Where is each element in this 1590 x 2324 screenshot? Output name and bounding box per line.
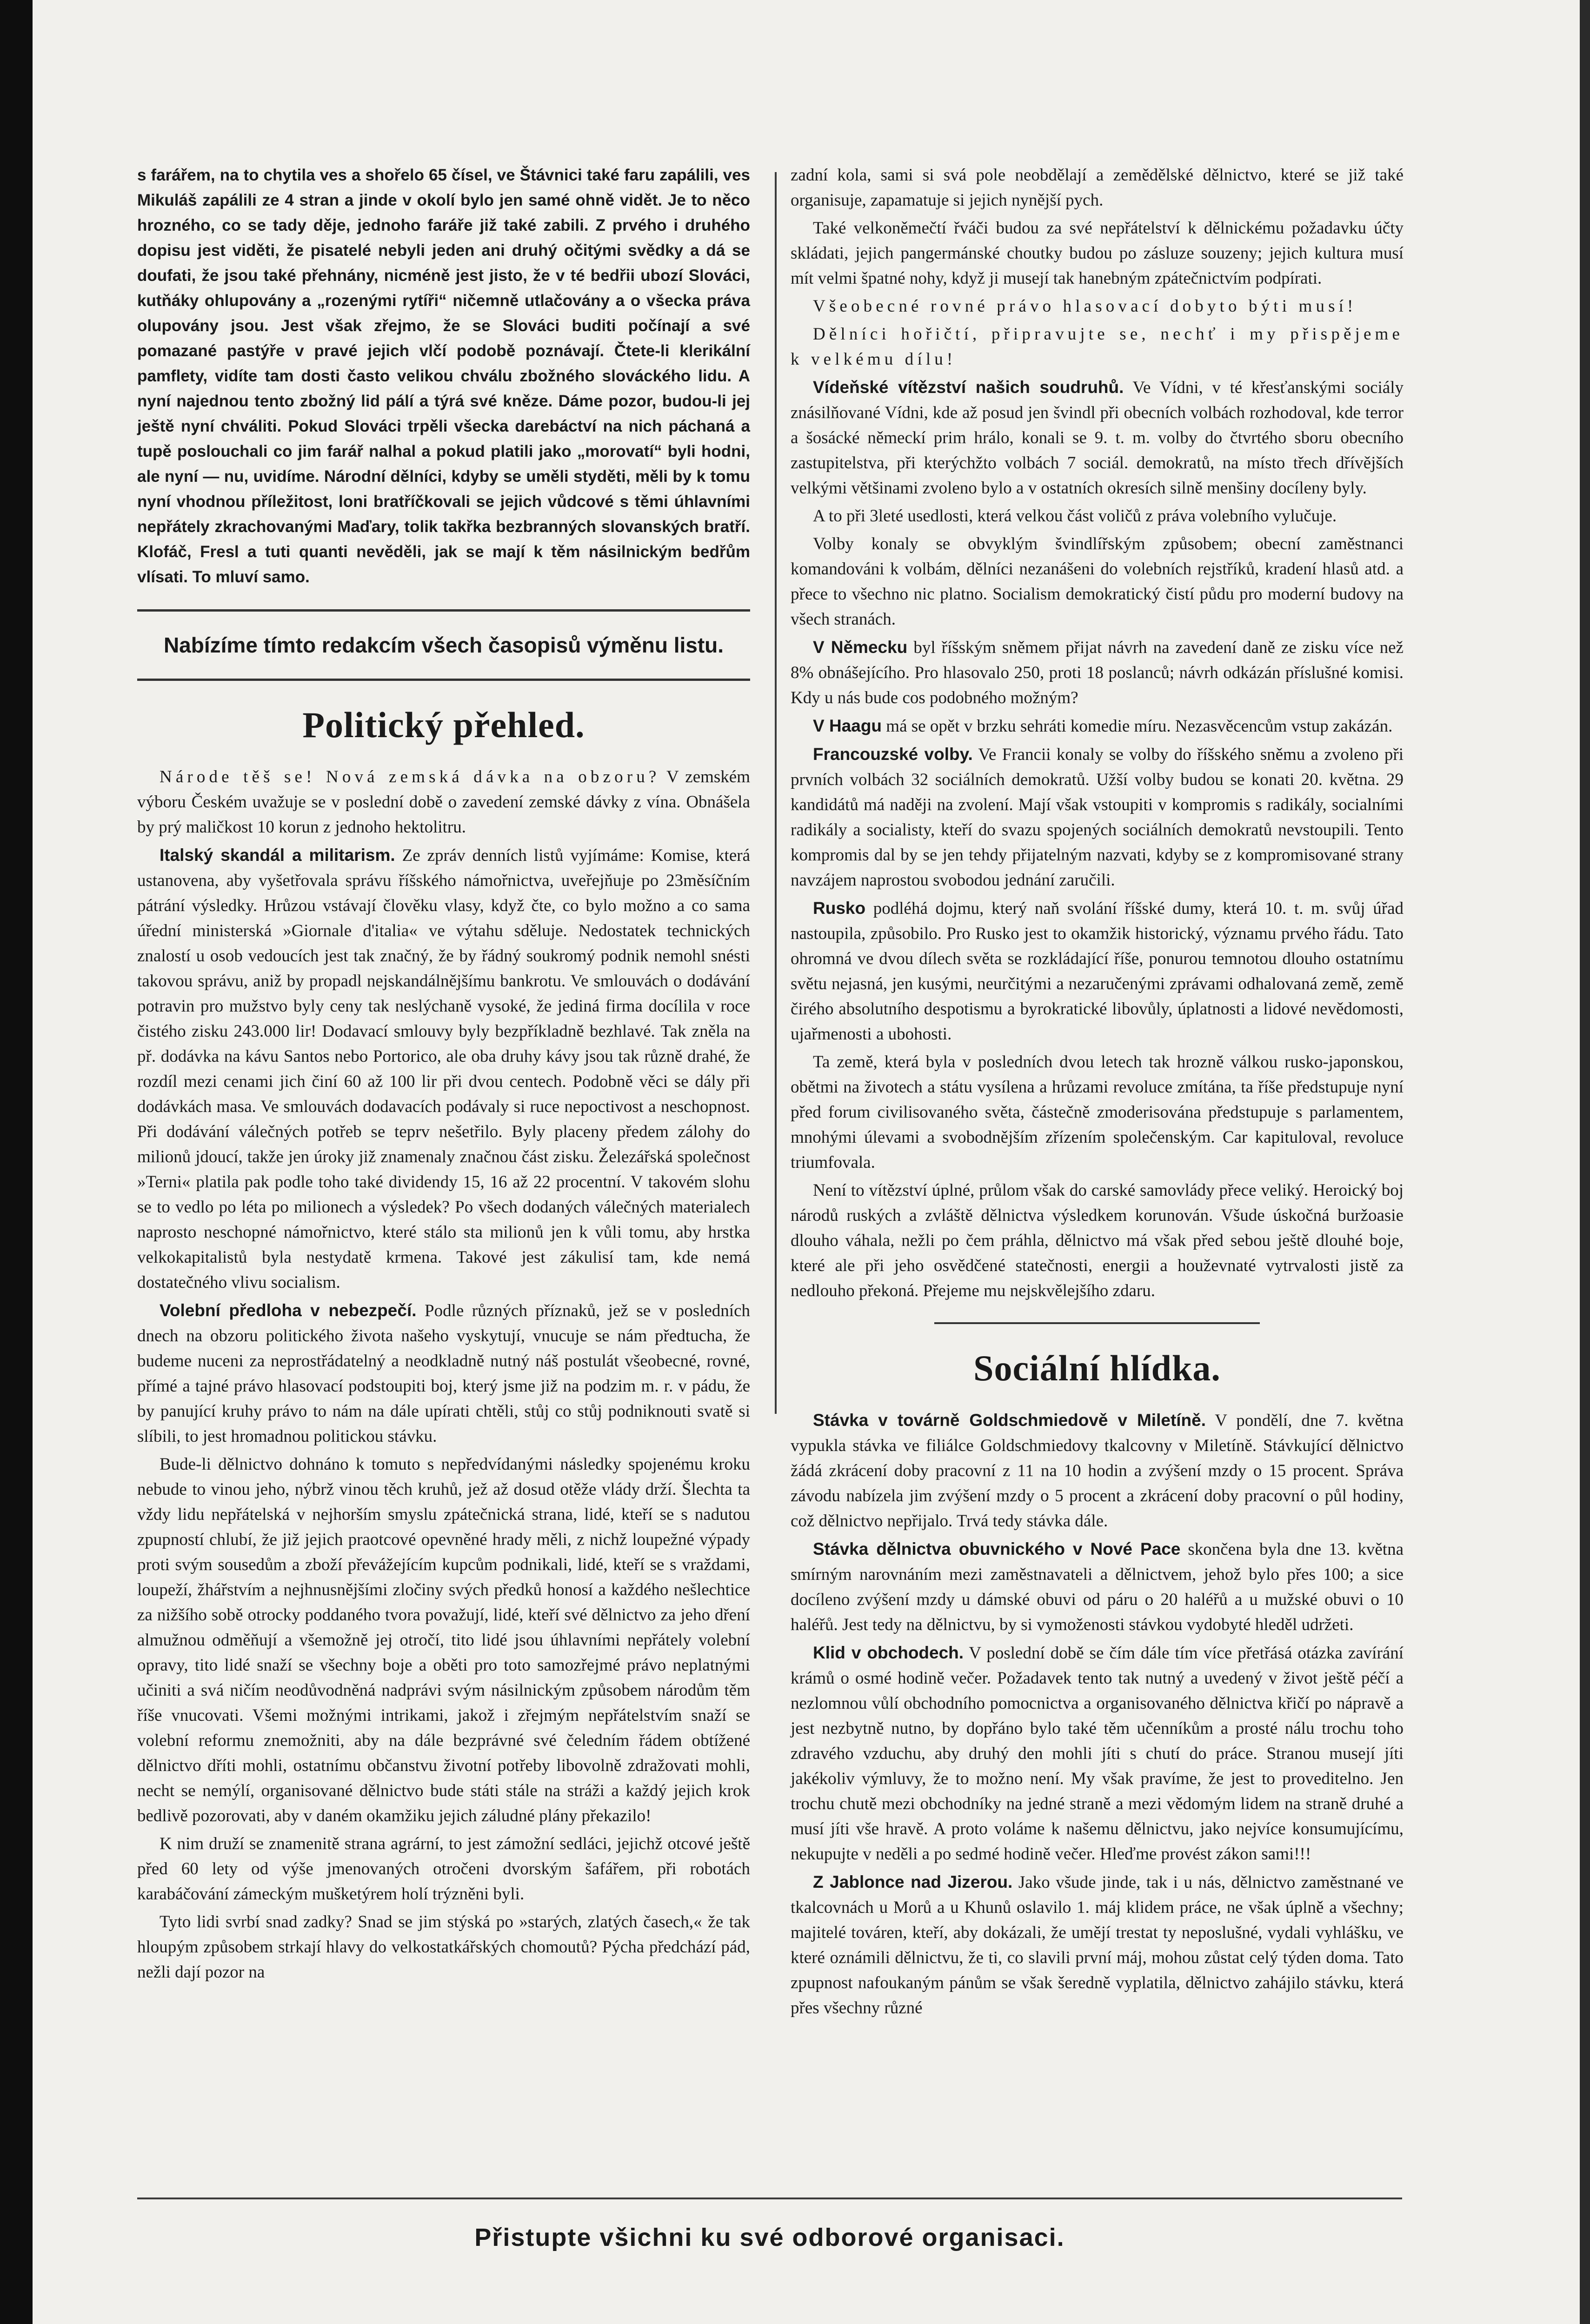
headline: Vídeňské vítězství našich soudruhů. (813, 378, 1124, 397)
paragraph: Není to vítězství úplné, průlom však do carské samovlády přece veliký. Heroický boj národů ruských a zvláště dělnictva výsledkem korunován. Všude úskočná buržoasie dlouho váhala, nežli po čem práhla, dělnictvo má však před sebou ještě dlouhé boje, které ale při jeho osvědčené statečnosti, energii a houževnaté vytrvalosti jistě za nedlouho překoná. Přejeme mu nejskvělejšího zdaru. (791, 1181, 1404, 1300)
divider (137, 609, 750, 612)
paragraph: K nim druží se znamenitě strana agrární, to jest zámožní sedláci, jejichž otcové ještě před 60 lety od výše jmenovaných otročeni dvorským šafářem, při robotách karabáčování zámeckým mušketýrem holí trýzněni byli. (137, 1834, 750, 1904)
paragraph: Rusko podléhá dojmu, který naň svolání říšské dumy, která 10. t. m. svůj úřad nastoupila, způsobilo. Pro Rusko jest to okamžik historický, významu prvého řádu. Tato ohromná ve dvou dílech světa se rozkládající říše, ponurou temnotou dlouho ostatnímu světu nejasná, jen kusými, neurčitými a nezaručenými zprávami odhalovaná země, země čirého absolutního despotismu a byrokratické libovůly, úplatnosti a lidové nevědomosti, ujařmenosti a ubohosti. (791, 899, 1404, 1044)
headline: Rusko (813, 899, 866, 918)
headline: Klid v obchodech. (813, 1643, 964, 1662)
headline: Stávka v továrně Goldschmiedově v Miletíně. (813, 1411, 1206, 1430)
headline: Italský skandál a militarism. (160, 846, 395, 865)
headline: V Haagu (813, 716, 882, 735)
lead-text: Národe těš se! Nová zemská dávka na obzoru? (160, 767, 660, 786)
paragraph: V Německu byl říšským sněmem přijat návrh na zavedení daně ze zisku více než 8% obnášejícího. Pro hlasovalo 250, proti 18 poslanců; návrh odkázán příslušné komisi. Kdy u nás bude cos podobného možným? (791, 638, 1404, 707)
divider (934, 1322, 1260, 1324)
paragraph: Vídeňské vítězství našich soudruhů. Ve Vídni, v té křesťanskými sociály znásilňované Vídni, kde až posud jen švindl při obecních volbách rozhodoval, kde terror a šosácké německí prim hrálo, konali se 9. t. m. volby do čtvrtého sboru obecního zastupitelstva, při kterýchžto volbách 7 sociál. demokratů, na místo třech dřívějších velkými většinami zvoleno bylo a v ostatních okresích silně menšiny docíleny byly. (791, 378, 1404, 498)
paragraph: Italský skandál a militarism. Ze zpráv denních listů vyjímáme: Komise, která ustanovena, aby vyšetřovala správu říšského námořnictva, uveřejňuje po 23měsíčním pátrání výsledky. Hrůzou vstávají člověku vlasy, když čte, co bylo možno a co sama úřední ministerská »Giornale d'italia« ve výtahu sděluje. Nedostatek technických znalostí u osob vedoucích jest tak značný, že by řádný soukromý podnik nemohl snésti takovou správu, aniž by propadl nejskandálnějšímu bankrotu. Ve smlouvách o dodávání potravin pro mužstvo byly ceny tak neslýchaně vysoké, že jediná firma docílila v roce čistého zisku 243.000 lir! Dodavací smlouvy byly bezpříkladně bezhlavé. Tak zněla na př. dodávka na kávu Santos nebo Portorico, ale oba druhy kávy jsou tak různě drahé, že rozdíl mezi cenami jich činí 60 až 100 lir při dvou centech. Podobně věci se dály při dodávkách masa. Ve smlouvách dodavacích podávaly si ruce nepoctivost a neschopnost. Při dodávání válečných potřeb se teprv nešetřilo. Byly placeny předem zálohy do milionů jdoucí, takže jen úroky již znamenaly značnou část zisku. Železářská společnost »Terni« platila pak podle toho také dividendy 15, 16 až 22 procentní. V takovém slohu se to vedlo po léta po milionech a výsledek? Po všech dodaných válečných materialech naprosto neschopné námořnictvo, které stálo sta milionů jen k vůli tomu, aby hrstka velkokapitalistů byla nestydatě krmena. Takové jest zákulisí tam, kde nemá dostatečného vlivu socialism. (137, 846, 750, 1292)
footer-slogan: Přistupte všichni ku své odborové organisaci. (474, 2224, 1065, 2251)
section-title: Sociální hlídka. (973, 1348, 1221, 1388)
headline: V Německu (813, 638, 908, 657)
headline: Z Jablonce nad Jizerou. (813, 1872, 1013, 1891)
paragraph: Klid v obchodech. V poslední době se čím dále tím více přetřásá otázka zavírání krámů o osmé hodině večer. Požadavek tento tak nutný a uvedený v život ještě péčí a nezlomnou vůlí obchodního pomocnictva a organisovaného dělnictva křičí po nápravě a jest nezbytně nutno, by dopřáno bylo také těm učenníkům a prosté nálu trochu toho zdravého vzduchu, aby druhý den mohli jíti s chutí do práce. Stranou musejí jíti jakékoliv výmluvy, že to možno není. My však pravíme, že jest to proveditelno. Jen trochu chutě mezi obchodníky na jedné straně a mezi vědomým lidem na straně druhé a musí jíti vše hravě. A proto voláme k našemu dělnictvu, jako nejvíce konsumujícímu, nekupujte v neděli a po sedmé hodině večer. Hleďme provést zákon sami!!! (791, 1643, 1404, 1864)
paragraph: zadní kola, sami si svá pole neobdělají a zemědělské dělnictvo, které se již také organisuje, zapamatuje si jejich nynější pych. (791, 166, 1404, 210)
paragraph: A to při 3leté usedlosti, která velkou část voličů z práva volebního vylučuje. (813, 506, 1337, 526)
paragraph: Ta země, která byla v posledních dvou letech tak hrozně válkou rusko-japonskou, obětmi na životech a státu vysílena a hrůzami revoluce zmítána, ta říše předstupuje nyní před forum civilisovaného světa, částečně zmoderisována předstupuje s parlamentem, mnohými úlevami a svobodnějším zřízením společenským. Car kapituloval, revoluce triumfovala. (791, 1052, 1404, 1172)
headline: Stávka dělnictva obuvnického v Nové Pace (813, 1539, 1181, 1558)
paragraph: Volby konaly se obvyklým švindlířským způsobem; obecní zaměstnanci komandováni k volbám, dělníci nezanášeni do volebních rejstříků, kradení hlasů atd. a přece to všechno nic platno. Socialism demokratický čistí půdu pro moderní budovy na všech stranách. (791, 534, 1404, 629)
headline: Francouzské volby. (813, 745, 973, 764)
exchange-notice: Nabízíme tímto redakcím všech časopisů výměnu listu. (163, 633, 724, 657)
scan-edge-left (0, 0, 33, 2324)
paragraph: Tyto lidi svrbí snad zadky? Snad se jim stýská po »starých, zlatých časech,« že tak hloupým způsobem strkají hlavy do velkostatkářských chomoutů? Pýcha předchází pád, nežli dají pozor na (137, 1912, 750, 1982)
paragraph: Francouzské volby. Ve Francii konaly se volby do říšského sněmu a zvoleno při prvních volbách 32 sociálních demokratů. Užší volby budou se konati 20. května. 29 kandidátů má naději na zvolení. Mají však vstoupiti v kompromis s radikály, socialními radikály a socialisty, kteří do svazu spojených sociálních demokratů nevstoupili. Tento kompromis dal by se jen tehdy přijatelným nazvati, kdyby se z kompromisované strany navzájem naprostou svobodou jednání zaručili. (791, 745, 1404, 890)
section-title: Politický přehled. (302, 705, 585, 745)
right-column (791, 163, 1404, 2024)
headline: Volební předloha v nebezpečí. (160, 1301, 417, 1320)
paragraph: Národe těš se! Nová zemská dávka na obzoru? V zemském výboru Českém uvažuje se v poslední době o zavedení zemské dávky z vína. Obnášela by prý maličkost 10 korun z jednoho hektolitru. (137, 767, 751, 837)
paragraph: Stávka v továrně Goldschmiedově v Miletíně. V pondělí, dne 7. května vypukla stávka ve filiálce Goldschmiedovy tkalcovny v Miletíně. Stávkující dělnictvo žádá zkrácení doby pracovní z 11 na 10 hodin a zvýšení mzdy o 15 procent. Správa závodu nabízela jim zvýšení mzdy o 5 procent a zkrácení doby pracovní o půl hodiny, což dělnictvo nepřijalo. Trvá tedy stávka dále. (791, 1411, 1404, 1531)
left-column (137, 163, 750, 1988)
paragraph: Bude-li dělnictvo dohnáno k tomuto s nepředvídanými následky spojenému kroku nebude to vinou jeho, nýbrž vinou těch kruhů, jež až dosud otěže vlády drží. Šlechta ta vždy lidu nepřátelská v nejhorším smyslu zpátečnická strana, lidé, kteří se s nadutou zpupností chlubí, že již jejich praotcové opevněné hrady měli, z nichž loupežné výpady proti svým sousedům a zboží převážejícím kupcům podnikali, lidé, kteří se s vraždami, loupeží, žhářstvím a nejhnusnějšími zločiny svých předků honosí a každého nešlechtice za nižšího sobě otrocky poddaného tvora považují, lidé, kteří své dělnictvo za jeho dření almužnou odměňují a všemožně jej otročí, tito lidé jsou úhlavními nepřátely volební opravy, tito lidé snaží se všechny boje a oběti pro toto samozřejmé právo neplatnými učiniti a svá ničím neodůvodněná nadprávi svým násilnickým způsobem národům těm říše vnucovati. Všemi možnými intrikami, jakož i zřejmým nepřátelstvím snaží se volební reformu znemožniti, aby na dále bezprávné své čeledním řádem obtížené dělnictvo dříti mohli, ostatnímu občanstvu životní potřeby libovolně zdražovati mohli, necht se nemýlí, organisované dělnictvo bude státi stále na stráži a každý jejich krok bedlivě pozorovati, aby v daném okamžiku jejich záludné plány překazilo! (137, 1455, 750, 1825)
column-divider (775, 172, 777, 1414)
paragraph: V Haagu má se opět v brzku sehráti komedie míru. Nezasvěcencům vstup zakázán. (813, 716, 1393, 736)
divider (137, 679, 750, 681)
paragraph: Dělníci hořičtí, připravujte se, nechť i my přispějeme k velkému dílu! (791, 325, 1404, 369)
paragraph: Všeobecné rovné právo hlasovací dobyto býti musí! (813, 297, 1357, 316)
paragraph: Z Jablonce nad Jizerou. Jako všude jinde, tak i u nás, dělnictvo zaměstnané ve tkalcovnách u Morů a u Khunů oslavilo 1. máj klidem práce, ne však úplně a všechny; majitelé továren, kteří, aby dokázali, že umějí trestat ty neposlušné, vydali vyhlášku, ve které oznámili dělnictvu, že ti, co slavili první máj, mohou zůstat celý týden doma. Tato zpupnost nafoukaným pánům se však šeredně vyplatila, dělnictvo zahájilo stávku, která přes všechny různé (791, 1872, 1404, 2018)
paragraph: Volební předloha v nebezpečí. Podle různých příznaků, jež se v posledních dnech na obzoru politického života našeho vyskytují, vnucuje se nám předtucha, že budeme nuceni za neprostřádatelný a neodkladně nutný náš postulát všeobecné, rovné, přímé a tajné právo hlasovací podstoupiti boj, který jsme již na podzim m. r. v pádu, že by panující kruhy právo to nám na dále upírati chtěli, stůj co stůj podniknouti svatě si slíbili, to jest hromadnou politickou stávku. (137, 1301, 750, 1446)
scan-edge-right (1580, 0, 1590, 2324)
paragraph: Také velkoněmečtí řváči budou za své nepřátelství k dělnickému požadavku účty skládati, jejich pangermánské choutky budou po zásluze souzeny; jejich kultura musí mít velmi špatné nohy, když ji musejí tak hanebným zpátečnictvím podpírati. (791, 219, 1404, 288)
paragraph: s farářem, na to chytila ves a shořelo 65 čísel, ve Štávnici také faru zapálili, ves Mikuláš zapálili ze 4 stran a jinde v okolí bylo jen samé ohně vidět. Je to něco hrozného, co se tady děje, jednoho faráře již také zabili. Z prvého i druhého dopisu jest viděti, že pisatelé nebyli jeden ani druhý očitými svědky a dá se doufati, že jsou také přehnány, nicméně jest jisto, že v té bedřii ubozí Slováci, kutňáky ohlupovány a „rozenými rytíři“ ničemně utlačovány a o všecka práva olupovány jsou. Jest však zřejmo, že se Slováci buditi počínají a své pomazané pastýře v pravé jejich vlčí podobě poznávají. Čtete-li klerikální pamflety, vidíte tam dosti často velikou chválu zbožného slováckého lidu. A nyní najednou tento zbožný lid pálí a týrá své kněze. Dáme pozor, budou-li jej ještě nyní chváliti. Pokud Slováci trpěli všecka darebáctví na nich páchaná a tupě poslouchali co jim farář nalhal a pokud platili jako „morovatí“ byli hodni, ale nyní — nu, uvidíme. Národní dělníci, kdyby se uměli styděti, měli by k tomu nyní vhodnou příležitost, loni bratříčkovali se jejich vůdcové s těmi úhlavními nepřátely zkrachovanými Maďary, tolik takřka bezbranných slovanských bratří. Klofáč, Fresl a tuti quanti nevěděli, jak se mají k těm násilnickým bedřům vlísati. To mluví samo. (137, 166, 750, 586)
paragraph: Stávka dělnictva obuvnického v Nové Pace skončena byla dne 13. května smírným narovnáním mezi zaměstnavateli a dělnictvem, jehož bylo přes 100; a sice docíleno zvýšení mzdy u dámské obuvi od páru o 20 haléřů a u mužské obuvi o 10 haléřů. Jest tedy na dělnictvu, by si vymoženosti stávkou vydobyté hleděl udržeti. (791, 1539, 1404, 1634)
footer-divider (137, 2197, 1402, 2199)
